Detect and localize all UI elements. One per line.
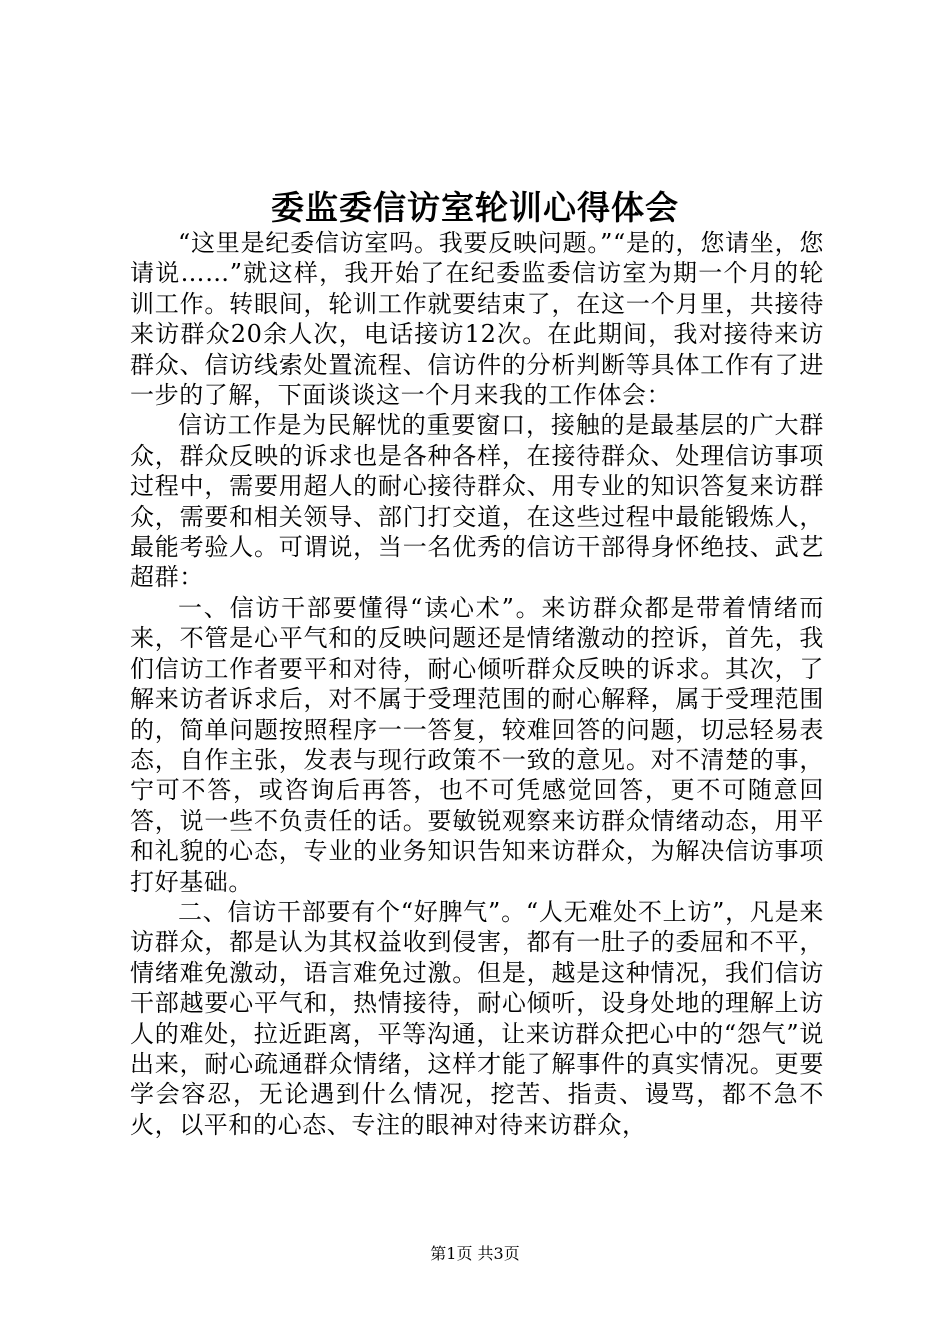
paragraph-point-two: 二、信访干部要有个“好脾气”。“人无难处不上访”，凡是来访群众，都是认为其权益收到侵害，都有一肚子的委屈和不平，情绪难免激动，语言难免过激。但是，越是这种情况，我们信访干部越要心平气和，热情接待，耐心倾听，设身处地的理解上访人的难处，拉近距离，平等沟通，让来访群众把心中的“怨气”说出来，耐心疏通群众情绪，这样才能了解事件的真实情况。更要学会容忍，无论遇到什么情况，挖苦、指责、谩骂，都不急不火，以平和的心态、专注的眼神对待来访群众， [130, 897, 824, 1139]
document-title: 委监委信访室轮训心得体会 [271, 188, 679, 227]
paragraph-point-one: 一、信访干部要懂得“读心术”。来访群众都是带着情绪而来，不管是心平气和的反映问题还是情绪激动的控诉，首先，我们信访工作者要平和对待，耐心倾听群众反映的诉求。其次，了解来访者诉求后，对不属于受理范围的耐心解释，属于受理范围的，简单问题按照程序一一答复，较难回答的问题，切忌轻易表态，自作主张，发表与现行政策不一致的意见。对不清楚的事，宁可不答，或咨询后再答，也不可凭感觉回答，更不可随意回答，说一些不负责任的话。要敏锐观察来访群众情绪动态，用平和礼貌的心态，专业的业务知识告知来访群众，为解决信访事项打好基础。 [130, 593, 824, 896]
page-footer: 第1页 共3页 [430, 1244, 520, 1263]
document-body [130, 228, 824, 1140]
paragraph-intro: “这里是纪委信访室吗。我要反映问题。”“是的，您请坐，您请说……”就这样，我开始了在纪委监委信访室为期一个月的轮训工作。转眼间，轮训工作就要结束了，在这一个月里，共接待来访群众20余人次，电话接访12次。在此期间，我对接待来访群众、信访线索处置流程、信访件的分析判断等具体工作有了进一步的了解，下面谈谈这一个月来我的工作体会： [130, 229, 824, 410]
paragraph-overview: 信访工作是为民解忧的重要窗口，接触的是最基层的广大群众，群众反映的诉求也是各种各样，在接待群众、处理信访事项过程中，需要用超人的耐心接待群众、用专业的知识答复来访群众，需要和相关领导、部门打交道，在这些过程中最能锻炼人，最能考验人。可谓说，当一名优秀的信访干部得身怀绝技、武艺超群： [130, 411, 824, 592]
